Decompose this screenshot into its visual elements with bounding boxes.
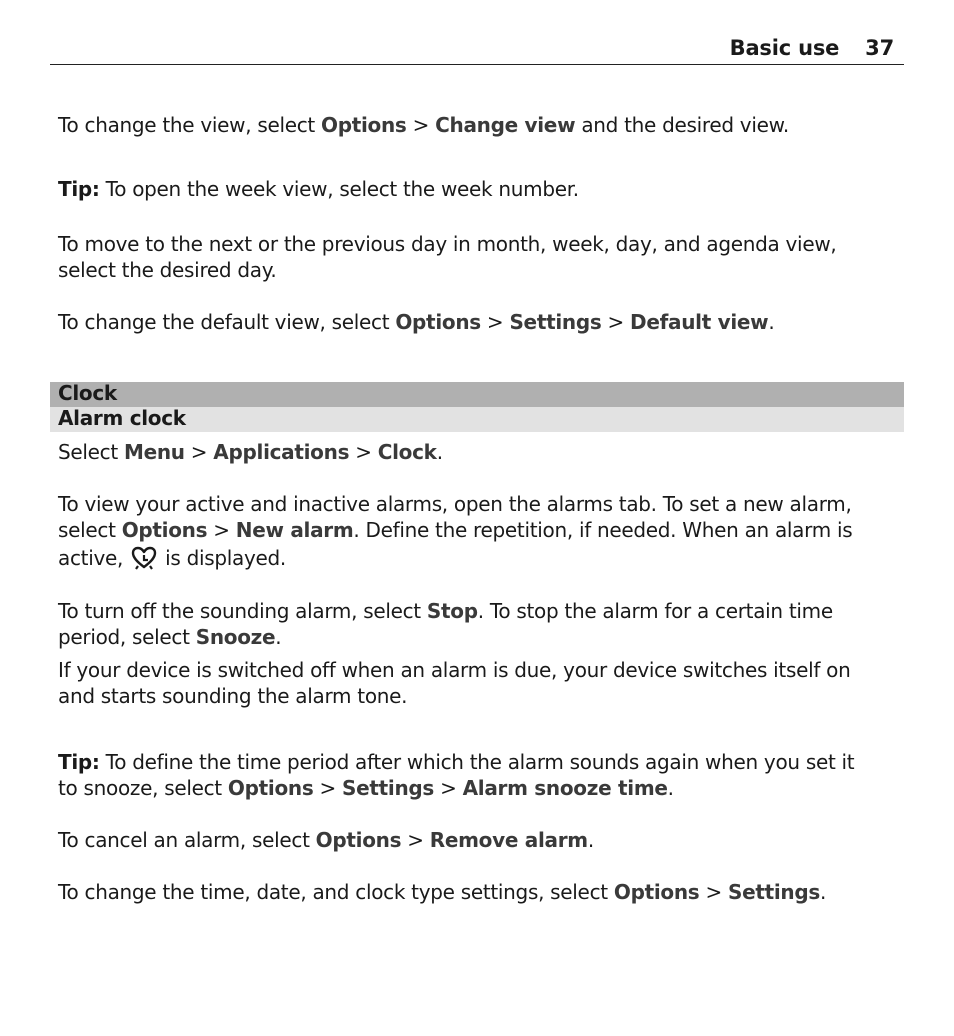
- menu-path-settings: Settings: [727, 880, 820, 904]
- text: . Define the repetition, if needed. When an alarm is: [353, 518, 853, 542]
- text-line: To view your active and inactive alarms, open the alarms tab. To set a new alarm,: [58, 492, 852, 516]
- menu-path-menu: Menu: [123, 440, 185, 464]
- paragraph-default-view: [58, 309, 903, 335]
- tip-snooze-time: [58, 749, 903, 801]
- tip-text: To open the week view, select the week number.: [99, 177, 579, 201]
- menu-path-clock: Clock: [377, 440, 437, 464]
- paragraph-view-alarms: [58, 491, 903, 576]
- text: .: [768, 310, 775, 334]
- path-separator: >: [480, 310, 510, 334]
- tip-label: Tip:: [58, 177, 100, 201]
- menu-path-new-alarm: New alarm: [235, 518, 354, 542]
- path-separator: >: [699, 880, 728, 904]
- command-stop: Stop: [426, 599, 478, 623]
- menu-path-options: Options: [121, 518, 208, 542]
- subsection-heading-alarm-clock: [50, 407, 904, 432]
- path-separator: >: [601, 310, 631, 334]
- page-number: 37: [865, 36, 894, 60]
- text: select: [58, 518, 122, 542]
- alarm-clock-icon: [131, 546, 157, 576]
- text-line: [58, 624, 903, 650]
- text: .: [436, 440, 443, 464]
- menu-path-options: Options: [321, 113, 407, 137]
- tip-label: Tip:: [58, 750, 100, 774]
- menu-path-alarm-snooze-time: Alarm snooze time: [462, 776, 668, 800]
- text: .: [587, 828, 594, 852]
- text-line: [58, 517, 903, 543]
- text-line: [58, 749, 903, 775]
- text: and the desired view.: [575, 113, 789, 137]
- paragraph-device-switched-off: [58, 657, 903, 709]
- text-line: select the desired day.: [58, 258, 277, 282]
- tip-week-view: [58, 176, 903, 202]
- text: . To stop the alarm for a certain time: [477, 599, 833, 623]
- section-title: Clock: [58, 381, 117, 405]
- text: .: [820, 880, 827, 904]
- text: period, select: [58, 625, 196, 649]
- menu-path-options: Options: [315, 828, 402, 852]
- text: To change the view, select: [58, 113, 322, 137]
- paragraph-select-clock: [58, 439, 903, 465]
- path-separator: >: [313, 776, 343, 800]
- text: To turn off the sounding alarm, select: [58, 599, 427, 623]
- menu-path-remove-alarm: Remove alarm: [429, 828, 588, 852]
- section-heading-clock: [50, 382, 904, 407]
- text: Select: [58, 440, 124, 464]
- menu-path-settings: Settings: [509, 310, 602, 334]
- command-snooze: Snooze: [195, 625, 276, 649]
- text: to snooze, select: [58, 776, 228, 800]
- paragraph-clock-settings: [58, 879, 903, 905]
- text-line: [58, 545, 903, 576]
- path-separator: >: [184, 440, 214, 464]
- text: To change the time, date, and clock type settings, select: [58, 880, 614, 904]
- text-line: [58, 598, 903, 624]
- menu-path-applications: Applications: [213, 440, 350, 464]
- text: .: [275, 625, 282, 649]
- text-line: If your device is switched off when an alarm is due, your device switches itself on: [58, 658, 851, 682]
- header-text: [730, 36, 894, 60]
- menu-path-options: Options: [613, 880, 700, 904]
- text-line: [58, 775, 903, 801]
- paragraph-next-day: [58, 231, 903, 283]
- text-line: To move to the next or the previous day in month, week, day, and agenda view,: [58, 232, 837, 256]
- path-separator: >: [434, 776, 463, 800]
- text: To cancel an alarm, select: [58, 828, 316, 852]
- menu-path-default-view: Default view: [630, 310, 769, 334]
- header-section: Basic use: [729, 36, 840, 60]
- path-separator: >: [207, 518, 236, 542]
- text: To change the default view, select: [58, 310, 396, 334]
- menu-path-change-view: Change view: [435, 113, 576, 137]
- menu-path-settings: Settings: [342, 776, 435, 800]
- text: active,: [58, 546, 130, 570]
- tip-text: To define the time period after which the alarm sounds again when you set it: [99, 750, 855, 774]
- path-separator: >: [406, 113, 436, 137]
- text: .: [667, 776, 674, 800]
- subsection-title: Alarm clock: [58, 406, 186, 430]
- menu-path-options: Options: [395, 310, 481, 334]
- path-separator: >: [401, 828, 430, 852]
- text-line: and starts sounding the alarm tone.: [58, 684, 408, 708]
- menu-path-options: Options: [227, 776, 314, 800]
- page-header: [50, 34, 904, 65]
- paragraph-turn-off-alarm: [58, 598, 903, 650]
- path-separator: >: [349, 440, 378, 464]
- paragraph-change-view: [58, 112, 903, 138]
- paragraph-cancel-alarm: [58, 827, 903, 853]
- text: is displayed.: [159, 546, 286, 570]
